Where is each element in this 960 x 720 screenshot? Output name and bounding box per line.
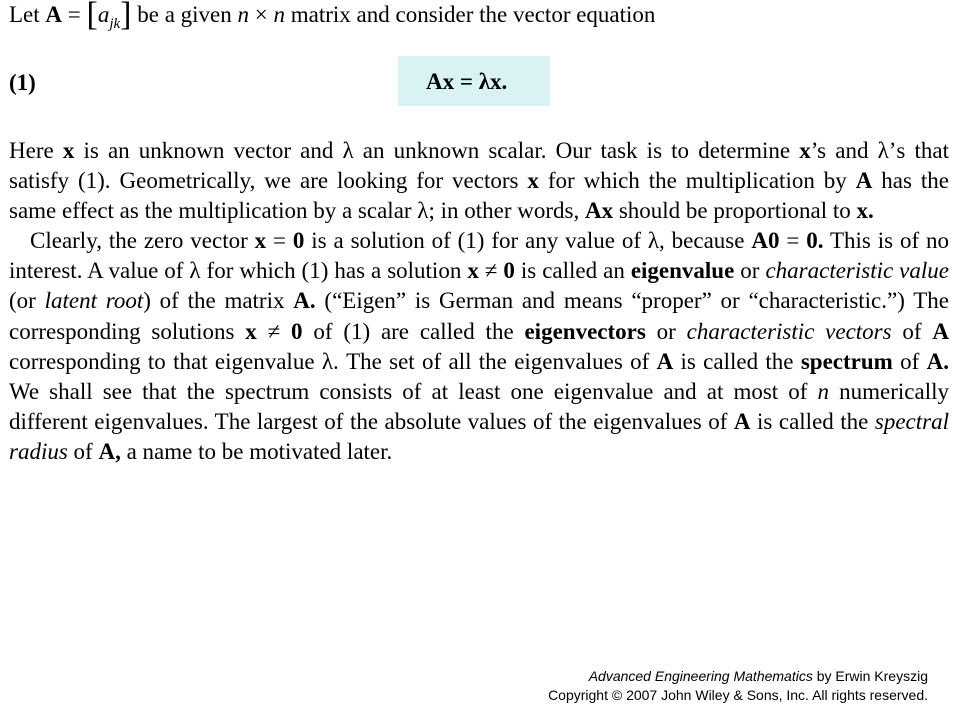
- intro-text-end: matrix and consider the vector equation: [285, 2, 656, 27]
- entry-symbol: a: [97, 2, 110, 27]
- text-run: of: [67, 438, 99, 464]
- intro-text: be a given: [131, 2, 238, 27]
- bold-term: x: [467, 258, 479, 284]
- text-run: is called the: [750, 408, 875, 434]
- bold-term: A: [855, 168, 873, 194]
- bold-term: A0: [751, 228, 780, 254]
- bold-term: Ax: [584, 198, 614, 224]
- bold-term: 0.: [806, 228, 824, 254]
- footer-book-line: [548, 667, 928, 686]
- bold-term: A: [656, 348, 674, 374]
- book-author: by Erwin Kreyszig: [812, 668, 928, 684]
- bold-term: A: [932, 318, 950, 344]
- intro-line: [9, 0, 655, 39]
- body-text: [9, 136, 949, 467]
- right-bracket: ]: [120, 0, 132, 33]
- text-run: of: [892, 348, 927, 374]
- bold-term: 0: [291, 318, 303, 344]
- italic-term: characteristic value: [765, 258, 949, 284]
- matrix-symbol: A: [45, 2, 63, 27]
- intro-equals: =: [62, 2, 87, 27]
- text-run: ≠: [478, 258, 504, 284]
- bold-term: x: [527, 168, 539, 194]
- bold-term: A: [733, 408, 751, 434]
- text-run: This is of no interest. A value of λ for which (1) has a solution: [9, 228, 949, 284]
- equation-text: Ax = λx.: [426, 69, 508, 94]
- bold-term: A.: [926, 348, 949, 374]
- text-run: ≠: [256, 318, 292, 344]
- text-run: ) of the matrix: [143, 288, 294, 314]
- text-run: is called an: [514, 258, 631, 284]
- paragraph-2: [9, 226, 949, 467]
- entry-subscript: jk: [109, 16, 121, 32]
- italic-term: latent root: [44, 288, 144, 314]
- bold-term: A.: [293, 288, 316, 314]
- bold-term: eigenvalue: [630, 258, 735, 284]
- text-run: =: [266, 228, 293, 254]
- intro-let: Let: [9, 2, 46, 27]
- copyright-line: Copyright © 2007 John Wiley & Sons, Inc. All rights reserved.: [548, 687, 928, 703]
- equation-box: [398, 56, 550, 106]
- bold-term: 0: [503, 258, 515, 284]
- text-run: of (1) are called the: [302, 318, 525, 344]
- text-run: (or: [9, 288, 45, 314]
- text-run: numerically different eigenvalues. The largest of the absolute values of the eigenvalues of: [9, 378, 949, 434]
- text-run: =: [779, 228, 807, 254]
- text-run: is called the: [673, 348, 801, 374]
- text-run: should be proportional to: [613, 198, 857, 224]
- bold-term: x: [799, 138, 811, 163]
- book-title: Advanced Engineering Mathematics: [588, 668, 813, 684]
- paragraph-1: [9, 136, 949, 226]
- text-run: of: [891, 318, 933, 344]
- dimension-n: n: [273, 2, 285, 27]
- dimension-n: n: [237, 2, 250, 27]
- bold-term: 0: [292, 228, 305, 254]
- text-run: for which the multiplication by: [538, 168, 856, 194]
- times-sign: ×: [249, 2, 274, 27]
- text-run: has the same effect as the multiplication by a scalar λ; in other words,: [9, 168, 949, 224]
- italic-term: n: [817, 378, 830, 404]
- italic-term: characteristic vectors: [686, 318, 892, 344]
- bold-term: spectrum: [800, 348, 893, 374]
- bold-term: eigenvectors: [524, 318, 646, 344]
- text-run: a name to be motivated later.: [120, 438, 393, 464]
- bold-term: x: [62, 138, 75, 163]
- italic-term: spectral radius: [9, 408, 949, 464]
- bold-term: x.: [856, 198, 874, 224]
- text-run: or: [645, 318, 687, 344]
- text-run: or: [734, 258, 766, 284]
- text-run: Clearly, the zero vector: [30, 228, 255, 254]
- text-run: (“Eigen” is German and means “proper” or “characteristic.”) The corresponding solutions: [9, 288, 949, 344]
- left-bracket: [: [86, 0, 98, 33]
- text-run: corresponding to that eigenvalue λ. The set of all the eigenvalues of: [9, 348, 657, 374]
- footer-credit: [548, 667, 928, 705]
- text-run: We shall see that the spectrum consists of at least one eigenvalue and at most of: [9, 378, 818, 404]
- bold-term: A,: [98, 438, 121, 464]
- bold-term: x: [245, 318, 257, 344]
- text-run: is a solution of (1) for any value of λ, because: [304, 228, 752, 254]
- text-run: Here: [9, 138, 63, 163]
- equation-number: (1): [9, 70, 36, 95]
- bold-term: x: [254, 228, 267, 254]
- text-run: ’s and λ’s that satisfy (1). Geometrically, we are looking for vectors: [9, 138, 949, 194]
- text-run: is an unknown vector and λ an unknown scalar. Our task is to determine: [74, 138, 800, 163]
